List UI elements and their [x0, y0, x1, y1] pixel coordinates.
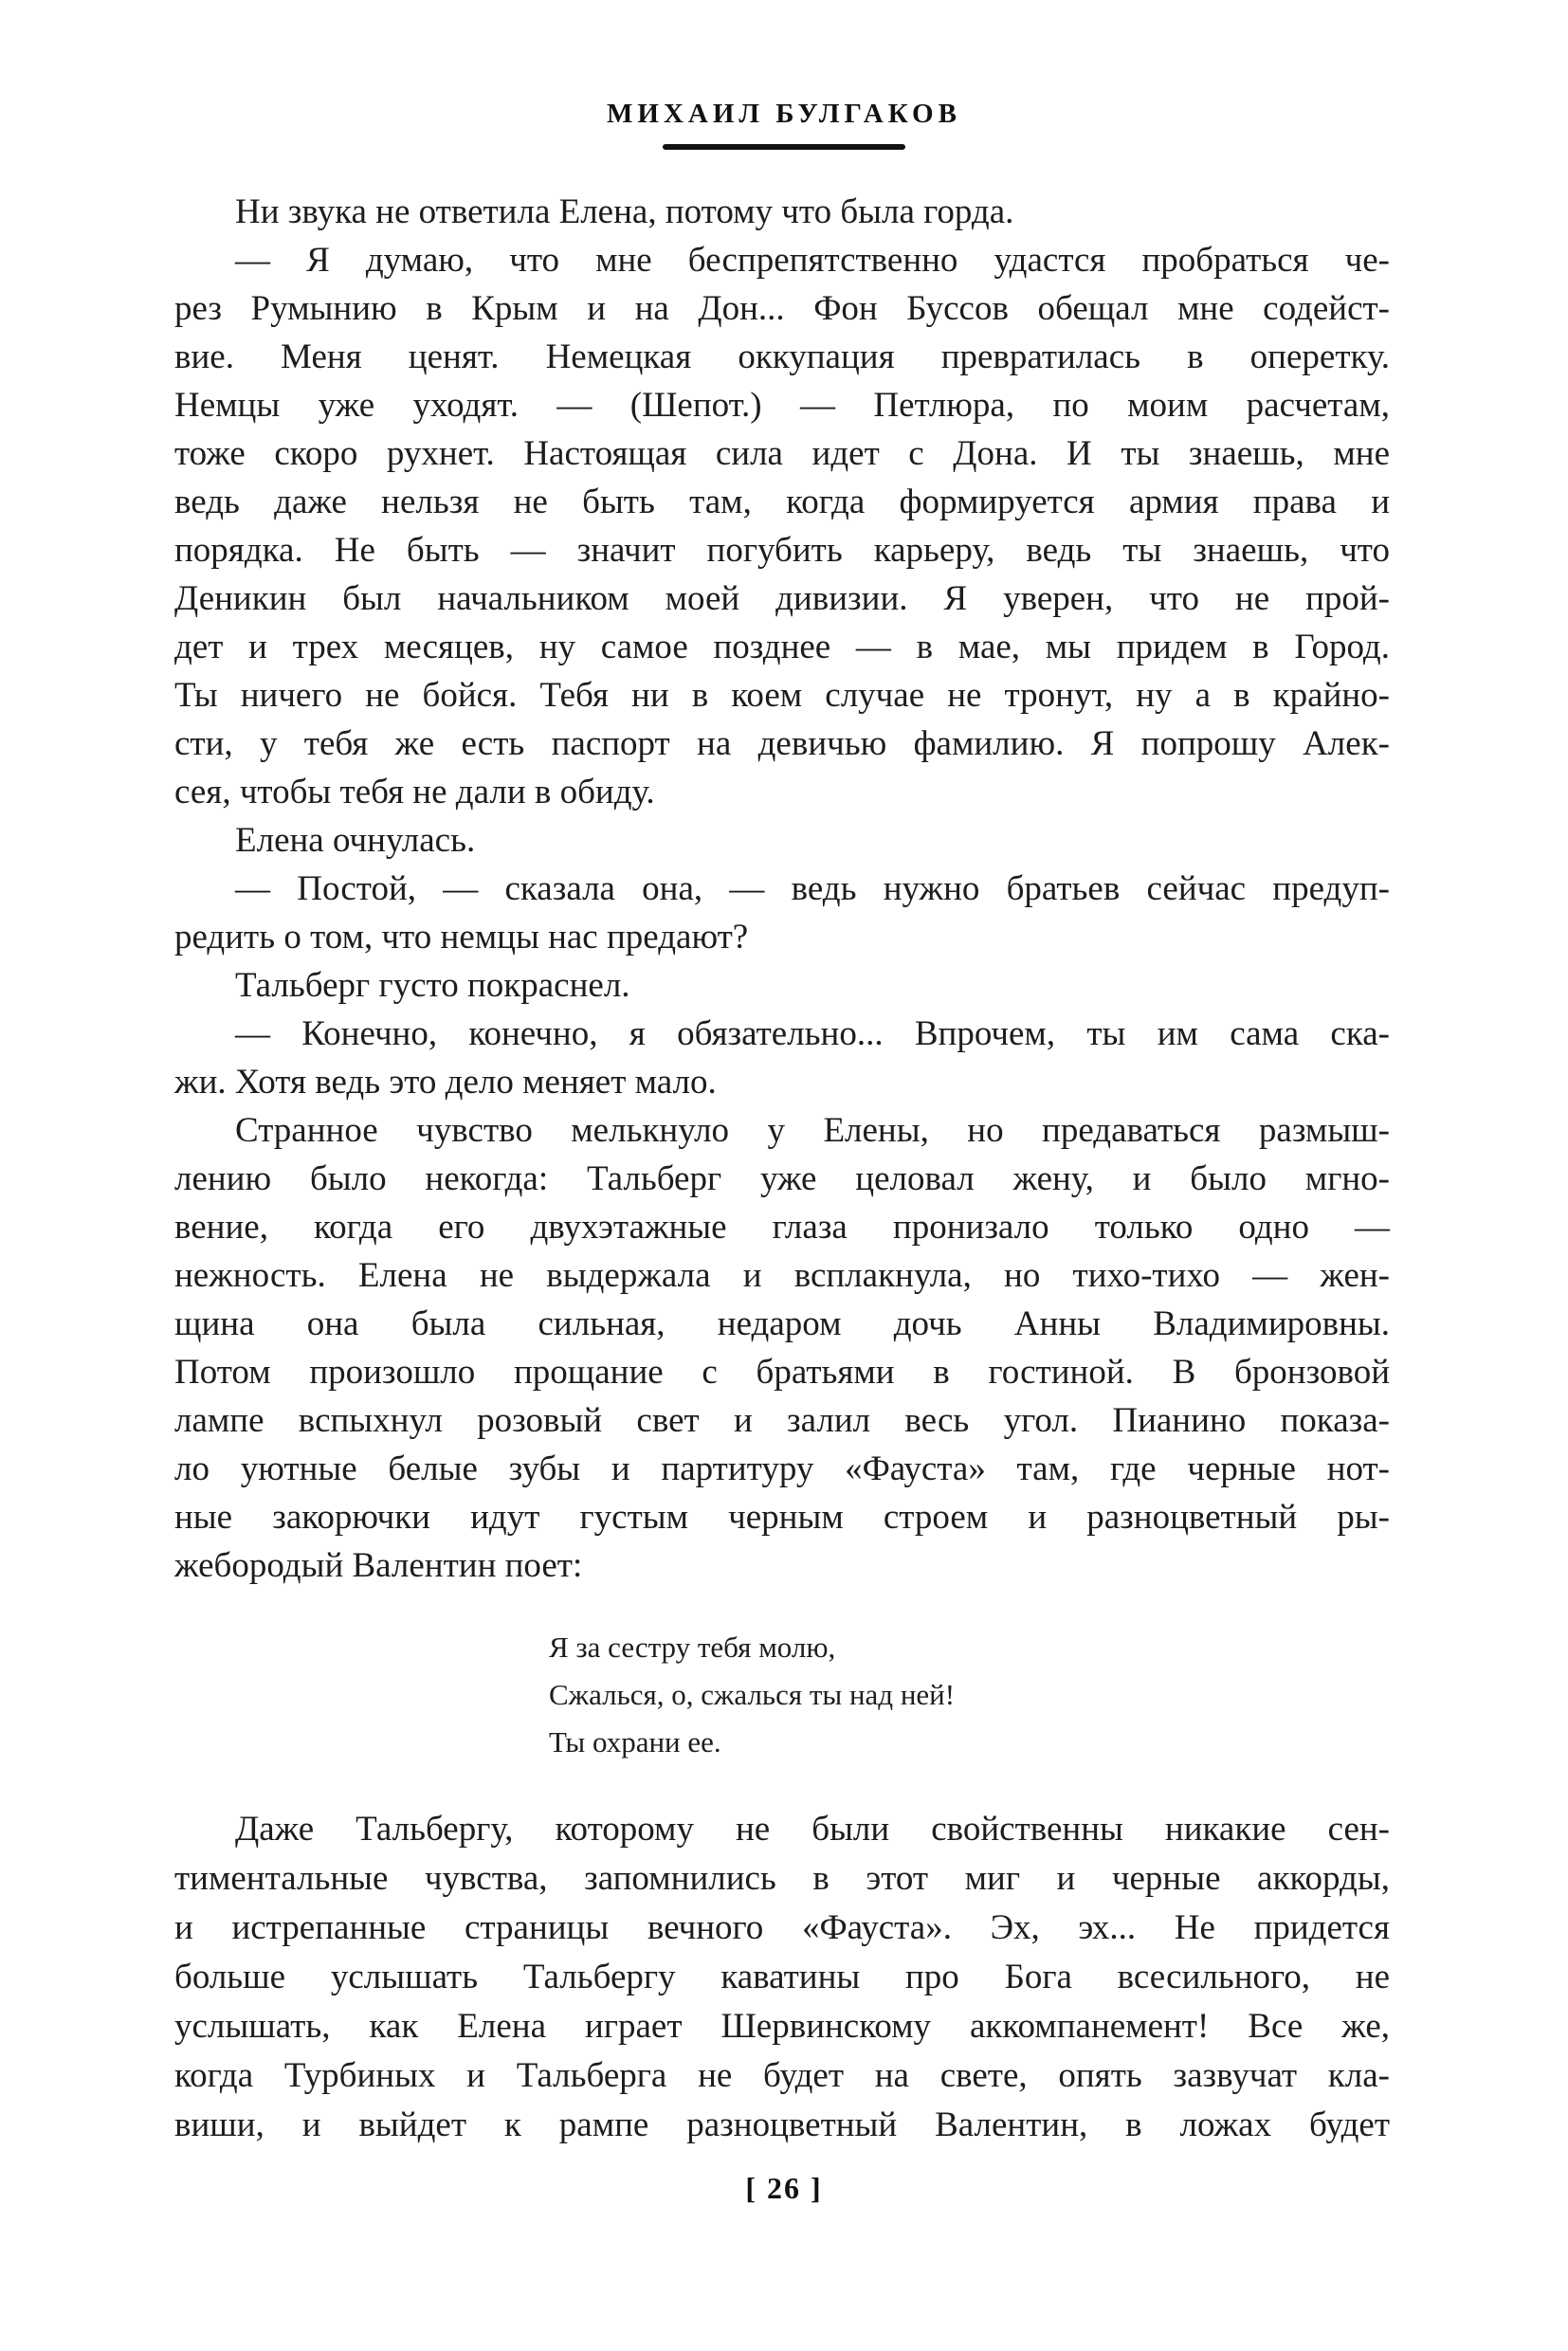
text-line: Деникин был начальником моей дивизии. Я уверен, что не прой-: [174, 579, 1390, 618]
text-line: Елена очнулась.: [235, 821, 476, 860]
verse-quote: [549, 1624, 955, 1766]
text-line: рез Румынию в Крым и на Дон... Фон Буссов обещал мне содейст-: [174, 289, 1390, 328]
text-line: вие. Меня ценят. Немецкая оккупация превратилась в оперетку.: [174, 337, 1390, 376]
running-title: МИХАИЛ БУЛГАКОВ: [607, 99, 961, 129]
text-line: Потом произошло прощание с братьями в гостиной. В бронзовой: [174, 1353, 1390, 1392]
verse-line: Ты охрани ее.: [549, 1725, 721, 1759]
text-line: Ни звука не ответила Елена, потому что была горда.: [235, 192, 1014, 231]
text-line: сея, чтобы тебя не дали в обиду.: [174, 773, 655, 811]
text-line: Тальберг густо покраснел.: [235, 966, 630, 1005]
text-line: дет и трех месяцев, ну самое позднее — в мае, мы придем в Город.: [174, 628, 1390, 666]
text-line: ведь даже нельзя не быть там, когда формируется армия права и: [174, 483, 1390, 521]
page-number: [ 26 ]: [745, 2171, 823, 2205]
text-line: лампе вспыхнул розовый свет и залил весь угол. Пианино показа-: [174, 1401, 1390, 1440]
text-line: когда Турбиных и Тальберга не будет на свете, опять зазвучат кла-: [174, 2056, 1390, 2095]
text-line: жебородый Валентин поет:: [174, 1546, 583, 1585]
text-line: ло уютные белые зубы и партитуру «Фауста» там, где черные нот-: [174, 1449, 1390, 1488]
verse-line: Сжалься, о, сжалься ты над ней!: [549, 1678, 956, 1711]
text-line: жи. Хотя ведь это дело меняет мало.: [174, 1063, 717, 1102]
text-line: порядка. Не быть — значит погубить карьеру, ведь ты знаешь, что: [174, 531, 1390, 570]
text-line: лению было некогда: Тальберг уже целовал жену, и было мгно-: [174, 1159, 1390, 1198]
body-text-block-continued: [174, 1805, 1390, 2150]
text-line: сти, у тебя же есть паспорт на девичью фамилию. Я попрошу Алек-: [174, 724, 1390, 763]
text-line: больше услышать Тальбергу каватины про Бога всесильного, не: [174, 1958, 1390, 1996]
text-line: Ты ничего не бойся. Тебя ни в коем случае не тронут, ну а в крайно-: [174, 676, 1390, 715]
text-line: тоже скоро рухнет. Настоящая сила идет с Дона. И ты знаешь, мне: [174, 434, 1390, 473]
body-text-block: [174, 188, 1390, 1590]
text-line: — Я думаю, что мне беспрепятственно удастся пробраться че-: [235, 241, 1390, 280]
text-line: тиментальные чувства, запомнились в этот миг и черные аккорды,: [174, 1859, 1390, 1898]
text-line: услышать, как Елена играет Шервинскому аккомпанемент! Все же,: [174, 2007, 1390, 2046]
text-line: и истрепанные страницы вечного «Фауста». Эх, эх... Не придется: [174, 1908, 1390, 1947]
text-line: — Конечно, конечно, я обязательно... Впрочем, ты им сама ска-: [235, 1014, 1390, 1053]
header-rule: [663, 144, 905, 150]
text-line: — Постой, — сказала она, — ведь нужно братьев сейчас предуп-: [235, 869, 1390, 908]
text-line: щина она была сильная, недаром дочь Анны Владимировны.: [174, 1304, 1390, 1343]
text-line: виши, и выйдет к рампе разноцветный Валентин, в ложах будет: [174, 2105, 1390, 2144]
text-line: нежность. Елена не выдержала и всплакнула, но тихо-тихо — жен-: [174, 1256, 1390, 1295]
text-line: вение, когда его двухэтажные глаза пронизало только одно —: [174, 1208, 1390, 1247]
text-line: Странное чувство мелькнуло у Елены, но предаваться размыш-: [235, 1111, 1390, 1150]
text-line: редить о том, что немцы нас предают?: [174, 918, 749, 957]
text-line: Даже Тальбергу, которому не были свойственны никакие сен-: [235, 1810, 1390, 1849]
verse-line: Я за сестру тебя молю,: [549, 1631, 836, 1664]
text-line: ные закорючки идут густым черным строем и разноцветный ры-: [174, 1498, 1390, 1537]
text-line: Немцы уже уходят. — (Шепот.) — Петлюра, по моим расчетам,: [174, 386, 1390, 425]
